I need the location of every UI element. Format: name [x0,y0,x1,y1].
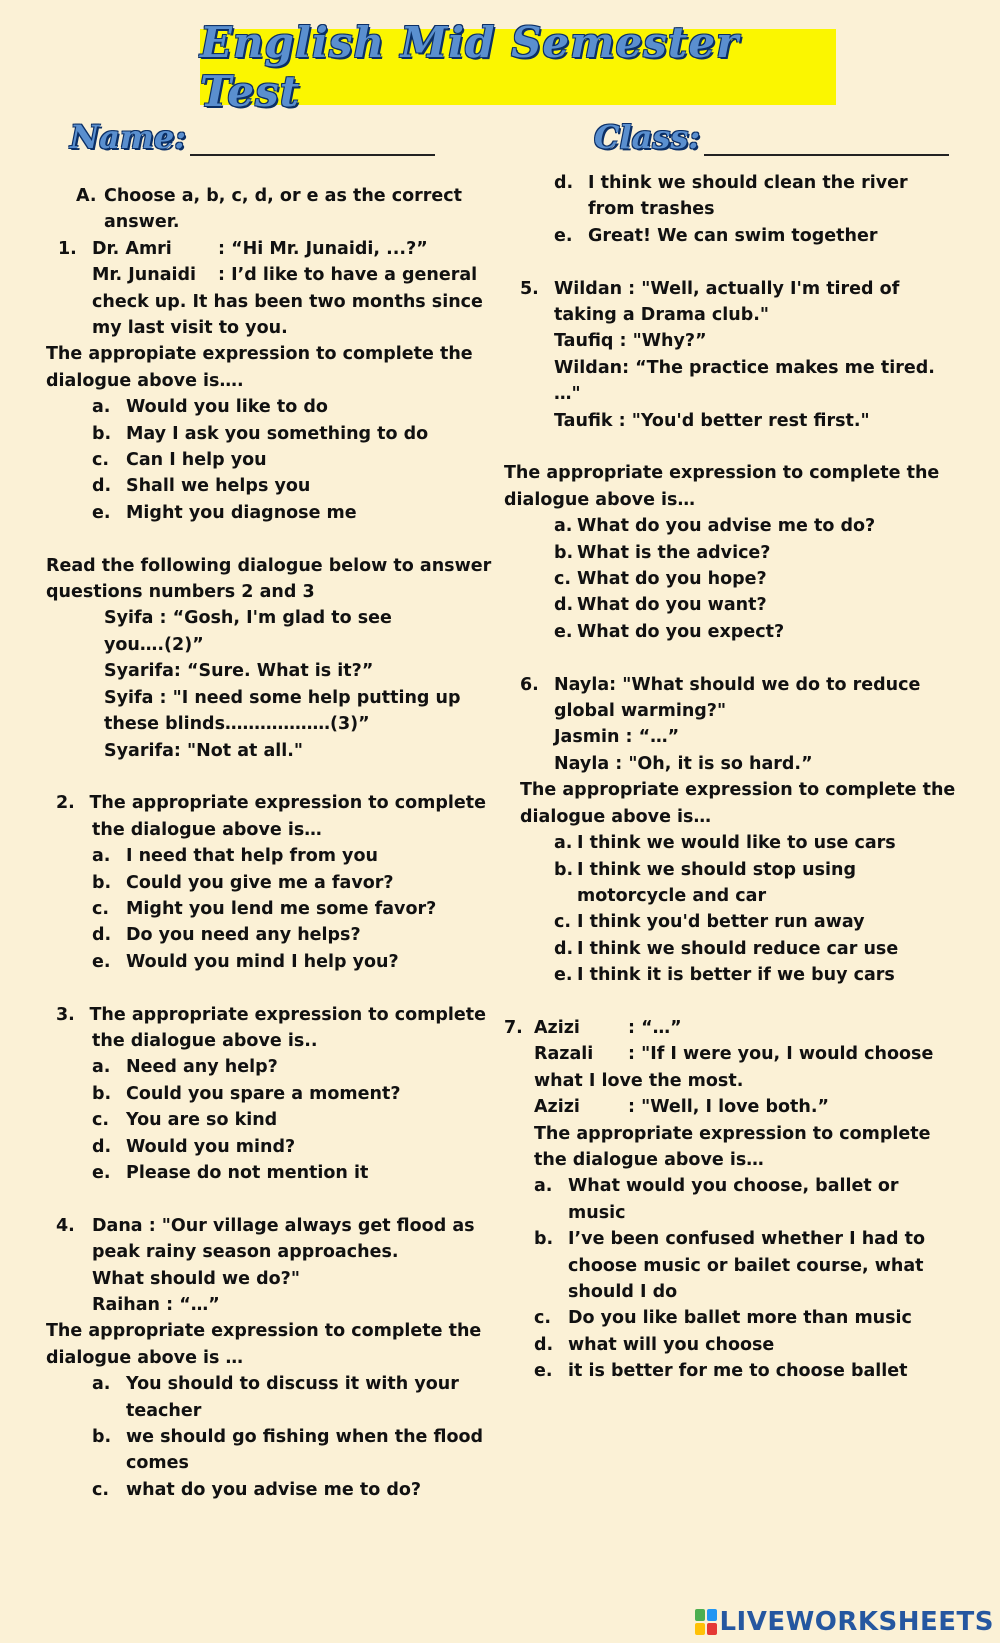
option-d[interactable] [46,473,486,499]
option-text: teacher [126,1400,202,1421]
option-text: from trashes [588,199,715,220]
option-text: You should to discuss it with your [126,1374,459,1395]
option-b[interactable] [46,1424,486,1450]
dialogue-line: : "Well, I love both.” [628,1097,830,1118]
question-7 [504,1015,954,1041]
option-text: we should go fishing when the flood [126,1427,484,1448]
option-letter: c. [92,1110,110,1131]
dialogue-line: Wildan : "Well, actually I'm tired of [554,278,900,299]
option-c[interactable] [46,1477,486,1503]
option-d[interactable] [46,922,486,948]
option-letter: a. [534,1176,553,1197]
question-3 [46,1002,486,1028]
option-text: What would you choose, ballet or [568,1176,899,1197]
option-letter: c. [92,450,110,471]
speaker: Mr. Junaidi [92,265,197,286]
question-5 [504,276,954,302]
dialogue-line: : “…” [628,1017,682,1038]
option-text: Would you mind? [126,1136,296,1157]
option-b[interactable] [504,1226,954,1252]
dialogue-line: Taufik : "You'd better rest first." [554,410,870,431]
option-text: choose music or bailet course, what [568,1255,924,1276]
option-text: I think we should stop using [577,859,857,880]
option-letter: c. [554,569,572,590]
option-c[interactable] [46,896,486,922]
option-text: I think we should clean the river [588,173,908,193]
option-text: Do you need any helps? [126,925,361,946]
class-label: Class: [594,118,701,156]
option-text: I think you'd better run away [577,912,865,933]
option-d[interactable] [504,592,954,618]
option-letter: e. [92,502,111,523]
option-d[interactable] [504,170,954,196]
option-letter: b. [554,542,574,563]
question-prompt: The appropriate expression to complete [534,1123,931,1144]
dialogue-line: …" [554,384,581,405]
option-letter: a. [554,516,573,537]
option-letter: e. [554,621,573,642]
speaker: Razali [534,1044,594,1065]
option-a[interactable] [46,843,486,869]
question-prompt: The appropriate expression to complete the [520,780,956,801]
option-letter: e. [554,225,573,246]
option-e[interactable] [504,619,954,645]
right-column [504,170,954,1385]
question-prompt: dialogue above is…. [46,370,244,391]
option-text: What do you advise me to do? [577,516,876,537]
option-c[interactable] [46,1107,486,1133]
question-prompt: The appropriate expression to complete [89,793,486,814]
option-e[interactable] [46,949,486,975]
page-title: English Mid Semester Test [200,18,740,116]
question-prompt: The appropiate expression to complete the [46,344,473,365]
name-label: Name: [70,118,187,156]
option-text: I’ve been confused whether I had to [568,1229,925,1250]
option-e[interactable] [46,500,486,526]
dialogue-line: : “Hi Mr. Junaidi, ...?” [218,238,428,259]
option-c[interactable] [504,909,954,935]
option-c[interactable] [504,566,954,592]
option-b[interactable] [46,421,486,447]
dialogue-line: Nayla : "Oh, it is so hard.” [554,753,813,774]
option-letter: a. [92,1057,111,1078]
dialogue-line: taking a Drama club." [554,305,770,326]
option-letter: b. [92,1427,112,1448]
dialogue-line: Syifa : "I need some help putting up [104,687,461,708]
question-number: 6. [520,674,539,695]
option-e[interactable] [504,223,954,249]
dialogue-line: you….(2)” [104,634,204,655]
option-letter: e. [92,1162,111,1183]
option-letter: d. [554,173,574,193]
option-letter: c. [534,1308,552,1329]
dialogue-line: Wildan: “The practice makes me tired. [554,357,935,378]
option-letter: e. [534,1361,553,1382]
brand-name: LIVEWORKSHEETS [719,1607,994,1637]
dialogue-line: : I’d like to have a general [218,265,478,286]
question-number: 7. [504,1017,523,1038]
option-text: I think we should reduce car use [577,938,899,959]
dialogue-line: Taufiq : "Why?” [554,331,707,352]
option-letter: d. [92,476,112,497]
dialogue-line: Jasmin : “…” [554,727,680,748]
question-prompt: The appropriate expression to complete the [46,1321,482,1342]
dialogue-line: global warming?" [554,701,727,722]
dialogue-line: Syarifa: "Not at all." [104,740,304,761]
dialogue-line: what I love the most. [534,1070,744,1091]
option-letter: c. [92,1479,110,1500]
option-letter: b. [92,423,112,444]
question-prompt: The appropriate expression to complete the [504,463,940,484]
question-number: 2. [56,793,75,814]
option-text: Might you lend me some favor? [126,898,437,919]
question-number: 4. [56,1215,75,1236]
option-text: Great! We can swim together [588,225,878,246]
option-a[interactable] [46,1371,486,1397]
option-text: You are so kind [126,1110,278,1131]
dialogue-line: Dana : "Our village always get flood as [92,1215,475,1236]
option-text: Please do not mention it [126,1162,369,1183]
option-text: should I do [568,1282,678,1302]
dialogue-intro: questions numbers 2 and 3 [46,582,315,603]
question-number: 5. [520,278,539,299]
option-text: what will you choose [568,1334,775,1355]
option-a[interactable] [46,1054,486,1080]
option-letter: a. [92,397,111,418]
option-letter: c. [554,912,572,933]
left-column [46,183,492,1503]
question-4 [46,1213,486,1239]
option-text: Could you spare a moment? [126,1083,401,1104]
option-letter: a. [554,833,573,854]
option-e[interactable] [504,962,954,988]
title-banner [200,18,836,116]
question-prompt: The appropriate expression to complete [89,1004,486,1025]
question-2 [46,790,486,816]
option-letter: d. [92,925,112,946]
option-letter: d. [534,1334,554,1355]
speaker: Azizi [534,1017,580,1038]
class-blank[interactable] [704,122,949,156]
option-b[interactable] [504,857,954,883]
option-b[interactable] [46,870,486,896]
option-text: Do you like ballet more than music [568,1308,912,1329]
option-a[interactable] [46,394,486,420]
option-b[interactable] [504,540,954,566]
option-text: what do you advise me to do? [126,1479,422,1500]
option-text: Might you diagnose me [126,502,357,523]
option-letter: b. [92,872,112,893]
option-d[interactable] [504,936,954,962]
option-c[interactable] [504,1305,954,1331]
liveworksheets-icon [695,1609,717,1635]
class-field [594,118,949,156]
option-letter: d. [554,595,574,616]
question-number: 3. [56,1004,75,1025]
option-text: I need that help from you [126,846,378,867]
dialogue-line: Syifa : “Gosh, I'm glad to see [104,608,392,629]
dialogue-line: What should we do?" [92,1268,300,1289]
dialogue-row [504,1041,954,1067]
instruction-text: answer. [104,212,180,233]
option-letter: a. [92,846,111,867]
option-letter: b. [554,859,574,880]
name-field [70,118,435,156]
option-d[interactable] [46,1134,486,1160]
option-letter: b. [92,1083,112,1104]
option-letter: b. [534,1229,554,1250]
option-text: music [568,1202,626,1223]
option-letter: d. [554,938,574,959]
option-e[interactable] [46,1160,486,1186]
option-text: Would you like to do [126,397,328,418]
option-text: May I ask you something to do [126,423,429,444]
option-c[interactable] [46,447,486,473]
option-a[interactable] [504,830,954,856]
question-prompt: the dialogue above is… [92,819,322,840]
question-prompt: dialogue above is… [504,489,695,510]
option-letter: c. [92,898,110,919]
question-prompt: dialogue above is … [46,1347,244,1368]
option-text: comes [126,1453,189,1474]
dialogue-line: check up. It has been two months since [92,291,483,312]
option-text: Can I help you [126,450,267,471]
speaker: Dr. Amri [92,238,172,259]
option-text: Shall we helps you [126,476,311,497]
option-text: What do you hope? [577,569,767,590]
option-text: motorcycle and car [577,885,767,906]
dialogue-row [504,1094,954,1120]
liveworksheets-logo[interactable] [695,1607,994,1637]
instruction-text: Choose a, b, c, d, or e as the correct [104,186,462,206]
dialogue-row [46,262,486,288]
speaker: Azizi [534,1097,580,1118]
option-d[interactable] [504,1332,954,1358]
option-letter: a. [92,1374,111,1395]
question-prompt: dialogue above is… [520,806,711,827]
option-text: it is better for me to choose ballet [568,1361,908,1382]
dialogue-line: : "If I were you, I would choose [628,1044,934,1065]
section-marker: A. [76,186,97,206]
option-text: I think we would like to use cars [577,833,896,854]
option-letter: e. [554,965,573,986]
question-6 [504,672,954,698]
name-blank[interactable] [190,122,435,156]
option-b[interactable] [46,1081,486,1107]
question-prompt: the dialogue above is… [534,1149,764,1170]
option-text: What is the advice? [577,542,771,563]
dialogue-line: Raihan : “…” [92,1295,220,1315]
option-letter: d. [92,1136,112,1157]
option-text: Could you give me a favor? [126,872,394,893]
dialogue-line: Nayla: "What should we do to reduce [554,674,921,695]
dialogue-line: peak rainy season approaches. [92,1242,399,1263]
dialogue-line: Syarifa: “Sure. What is it?” [104,661,374,682]
option-a[interactable] [504,513,954,539]
dialogue-line: my last visit to you. [92,318,288,339]
option-letter: e. [92,951,111,972]
dialogue-line: these blinds………………(3)” [104,714,370,735]
question-1 [46,236,486,262]
section-a-instruction [46,183,486,209]
dialogue-intro: Read the following dialogue below to answer [46,555,492,576]
option-text: Would you mind I help you? [126,951,399,972]
question-number: 1. [58,238,77,259]
option-a[interactable] [504,1173,954,1199]
option-text: What do you want? [577,595,767,616]
option-e[interactable] [504,1358,954,1384]
option-text: What do you expect? [577,621,785,642]
option-text: Need any help? [126,1057,278,1078]
question-prompt: the dialogue above is.. [92,1030,318,1051]
option-text: I think it is better if we buy cars [577,965,895,986]
